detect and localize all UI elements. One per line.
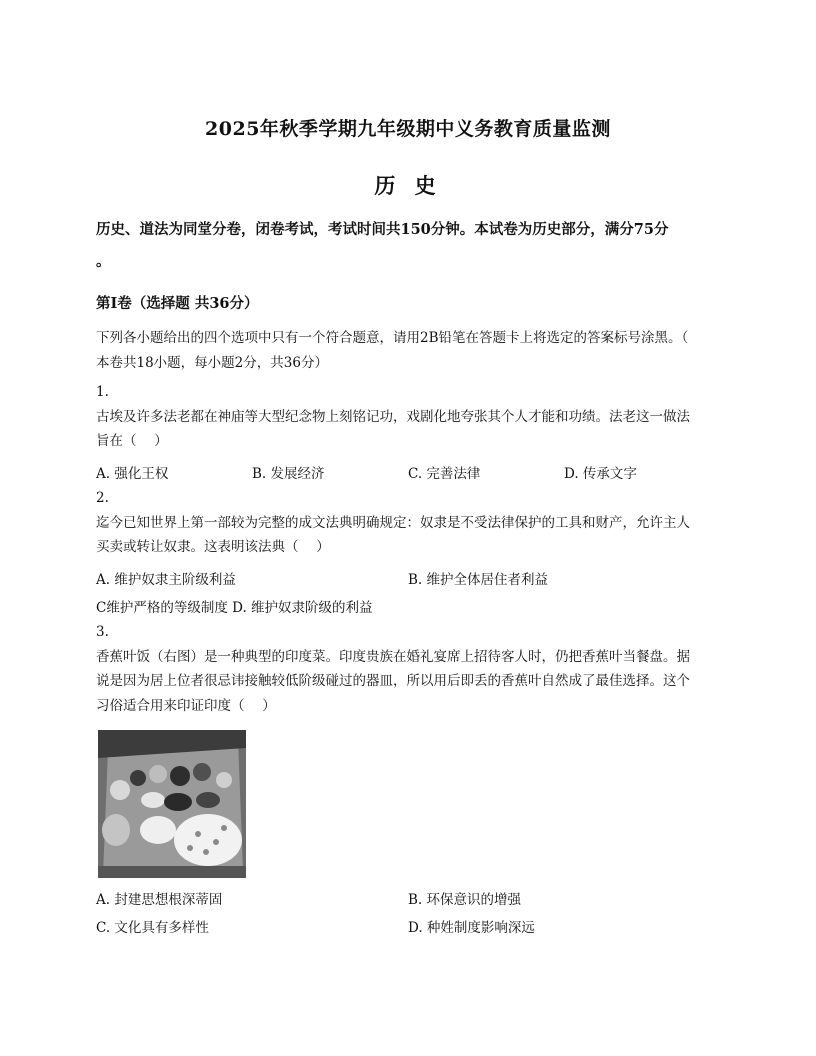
question-text: 说是因为居上位者很忌讳接触较低阶级碰过的器皿，所以用后即丢的香蕉叶自然成了最佳选择。这个 — [96, 673, 690, 689]
option-d[interactable]: D. 传承文字 — [564, 466, 637, 482]
question-1 — [96, 380, 720, 454]
instruction-line: 本卷共18小题，每小题2分，共36分） — [96, 354, 328, 371]
option-c[interactable]: C. 文化具有多样性 — [96, 920, 209, 936]
question-text: 旨在（ ） — [96, 433, 168, 449]
option-a[interactable]: A. 封建思想根深蒂固 — [96, 892, 223, 908]
section-instruction — [96, 326, 720, 375]
banana-leaf-rice-photo — [98, 730, 246, 878]
option-a[interactable]: A. 强化王权 — [96, 466, 169, 482]
question-number: 2. — [96, 490, 109, 506]
question-number: 3. — [96, 624, 109, 640]
question-text: 习俗适合用来印证印度（ ） — [96, 697, 276, 714]
option-b[interactable]: B. 环保意识的增强 — [408, 892, 522, 908]
option-c-d[interactable]: C维护严格的等级制度 D. 维护奴隶阶级的利益 — [96, 600, 373, 616]
subject-title: 历 史 — [374, 173, 442, 198]
intro-line: 历史、道法为同堂分卷，闭卷考试，考试时间共150分钟。本试卷为历史部分，满分75分 — [96, 221, 669, 238]
section-heading: 第Ⅰ卷（选择题 共36分） — [96, 295, 259, 312]
question-text: 香蕉叶饭（右图）是一种典型的印度菜。印度贵族在婚礼宴席上招待客人时，仍把香蕉叶当餐盘。据 — [96, 648, 690, 665]
question-text: 古埃及许多法老都在神庙等大型纪念物上刻铭记功，戏剧化地夸张其个人才能和功绩。法老这一做法 — [96, 408, 690, 425]
question-text: 买卖或转让奴隶。这表明该法典（ ） — [96, 539, 330, 555]
option-b[interactable]: B. 发展经济 — [252, 466, 325, 482]
banana-leaf-rice-image — [98, 730, 246, 878]
question-text: 迄今已知世界上第一部较为完整的成文法典明确规定：奴隶是不受法律保护的工具和财产，允许主人 — [96, 514, 690, 531]
question-3 — [96, 620, 720, 718]
instruction-line: 下列各小题给出的四个选项中只有一个符合题意，请用2B铅笔在答题卡上将选定的答案标号涂黑。（ — [96, 330, 689, 346]
option-a[interactable]: A. 维护奴隶主阶级利益 — [96, 572, 236, 588]
exam-title: 2025年秋季学期九年级期中义务教育质量监测 — [205, 118, 611, 140]
intro-line: 。 — [96, 253, 111, 270]
question-2 — [96, 486, 720, 560]
question-number: 1. — [96, 384, 109, 400]
option-c[interactable]: C. 完善法律 — [408, 466, 481, 482]
option-b[interactable]: B. 维护全体居住者利益 — [408, 572, 549, 588]
exam-intro — [96, 214, 722, 278]
option-d[interactable]: D. 种姓制度影响深远 — [408, 920, 535, 936]
